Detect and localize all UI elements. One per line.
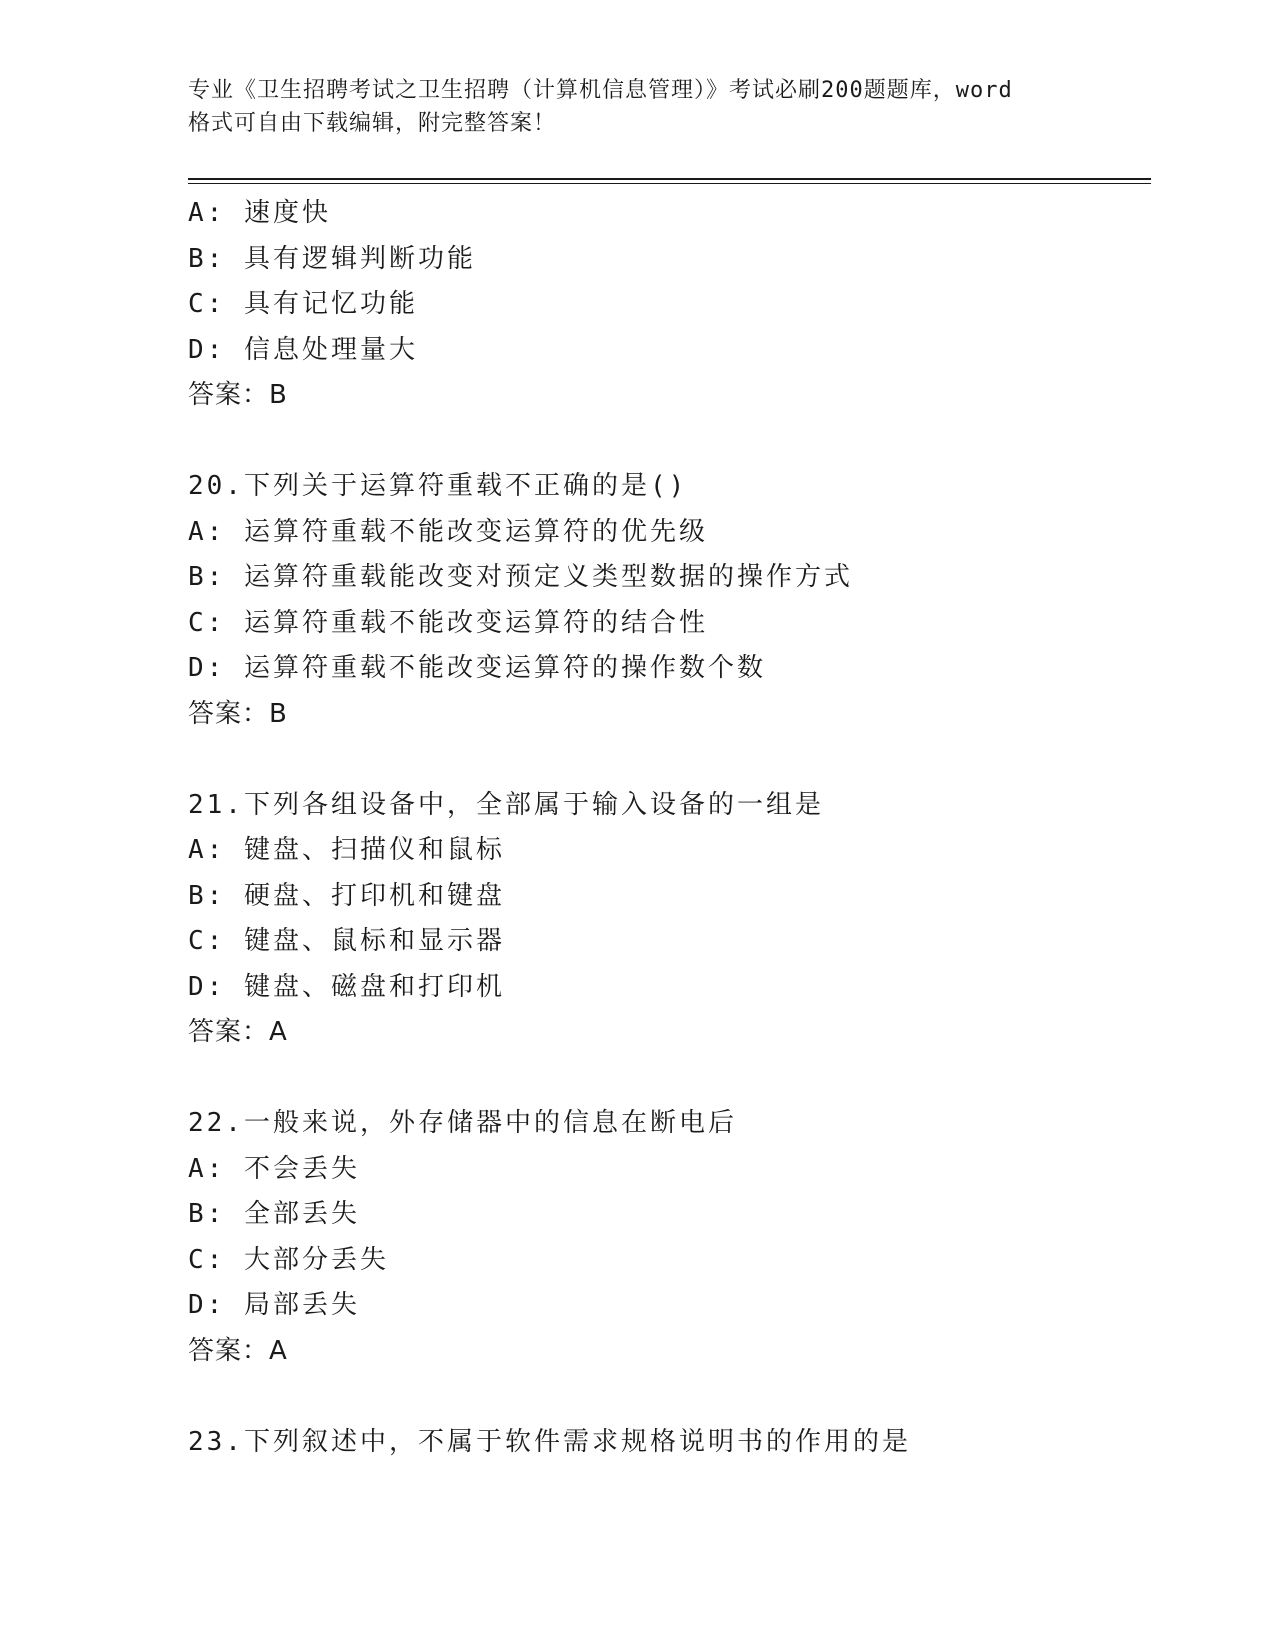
- question-title: 23.下列叙述中，不属于软件需求规格说明书的作用的是: [188, 1426, 911, 1457]
- option-b: B: 具有逻辑判断功能: [188, 243, 476, 274]
- option-a: A: 不会丢失: [188, 1153, 360, 1184]
- document-header: [188, 74, 1088, 140]
- header-divider-thick: [188, 178, 1151, 180]
- spacer: [188, 1374, 1148, 1420]
- question-19: [188, 191, 1148, 419]
- option-a: A: 键盘、扫描仪和鼠标: [188, 835, 505, 865]
- option-a: A: 速度快: [188, 198, 331, 228]
- spacer: [188, 419, 1148, 465]
- question-21: [188, 783, 1148, 1056]
- option-b: B: 运算符重载能改变对预定义类型数据的操作方式: [188, 562, 853, 592]
- question-title: 21.下列各组设备中，全部属于输入设备的一组是: [188, 789, 824, 820]
- question-title: 22.一般来说，外存储器中的信息在断电后: [188, 1108, 737, 1138]
- option-b: B: 硬盘、打印机和键盘: [188, 880, 505, 911]
- option-d: D: 运算符重载不能改变运算符的操作数个数: [188, 653, 766, 683]
- option-b: B: 全部丢失: [188, 1199, 360, 1229]
- option-c: C: 大部分丢失: [188, 1244, 389, 1275]
- question-title: 20.下列关于运算符重载不正确的是(): [188, 471, 688, 501]
- option-c: C: 键盘、鼠标和显示器: [188, 926, 505, 956]
- answer-line: 答案：A: [188, 1335, 288, 1366]
- option-a: A: 运算符重载不能改变运算符的优先级: [188, 516, 708, 547]
- option-c: C: 具有记忆功能: [188, 289, 418, 319]
- answer-line: 答案：B: [188, 698, 288, 729]
- question-23: [188, 1420, 1148, 1466]
- answer-line: 答案：B: [188, 380, 288, 410]
- option-c: C: 运算符重载不能改变运算符的结合性: [188, 607, 708, 638]
- header-line-2: 格式可自由下载编辑，附完整答案！: [188, 111, 557, 136]
- question-22: [188, 1101, 1148, 1374]
- question-20: [188, 464, 1148, 737]
- spacer: [188, 1056, 1148, 1102]
- question-list: [188, 191, 1148, 1465]
- header-divider-thin: [188, 183, 1151, 184]
- option-d: D: 键盘、磁盘和打印机: [188, 971, 505, 1002]
- option-d: D: 局部丢失: [188, 1290, 360, 1320]
- header-line-1: 专业《卫生招聘考试之卫生招聘（计算机信息管理）》考试必刷200题题库，word: [188, 78, 1013, 103]
- answer-line: 答案：A: [188, 1017, 288, 1047]
- option-d: D: 信息处理量大: [188, 334, 418, 365]
- spacer: [188, 737, 1148, 783]
